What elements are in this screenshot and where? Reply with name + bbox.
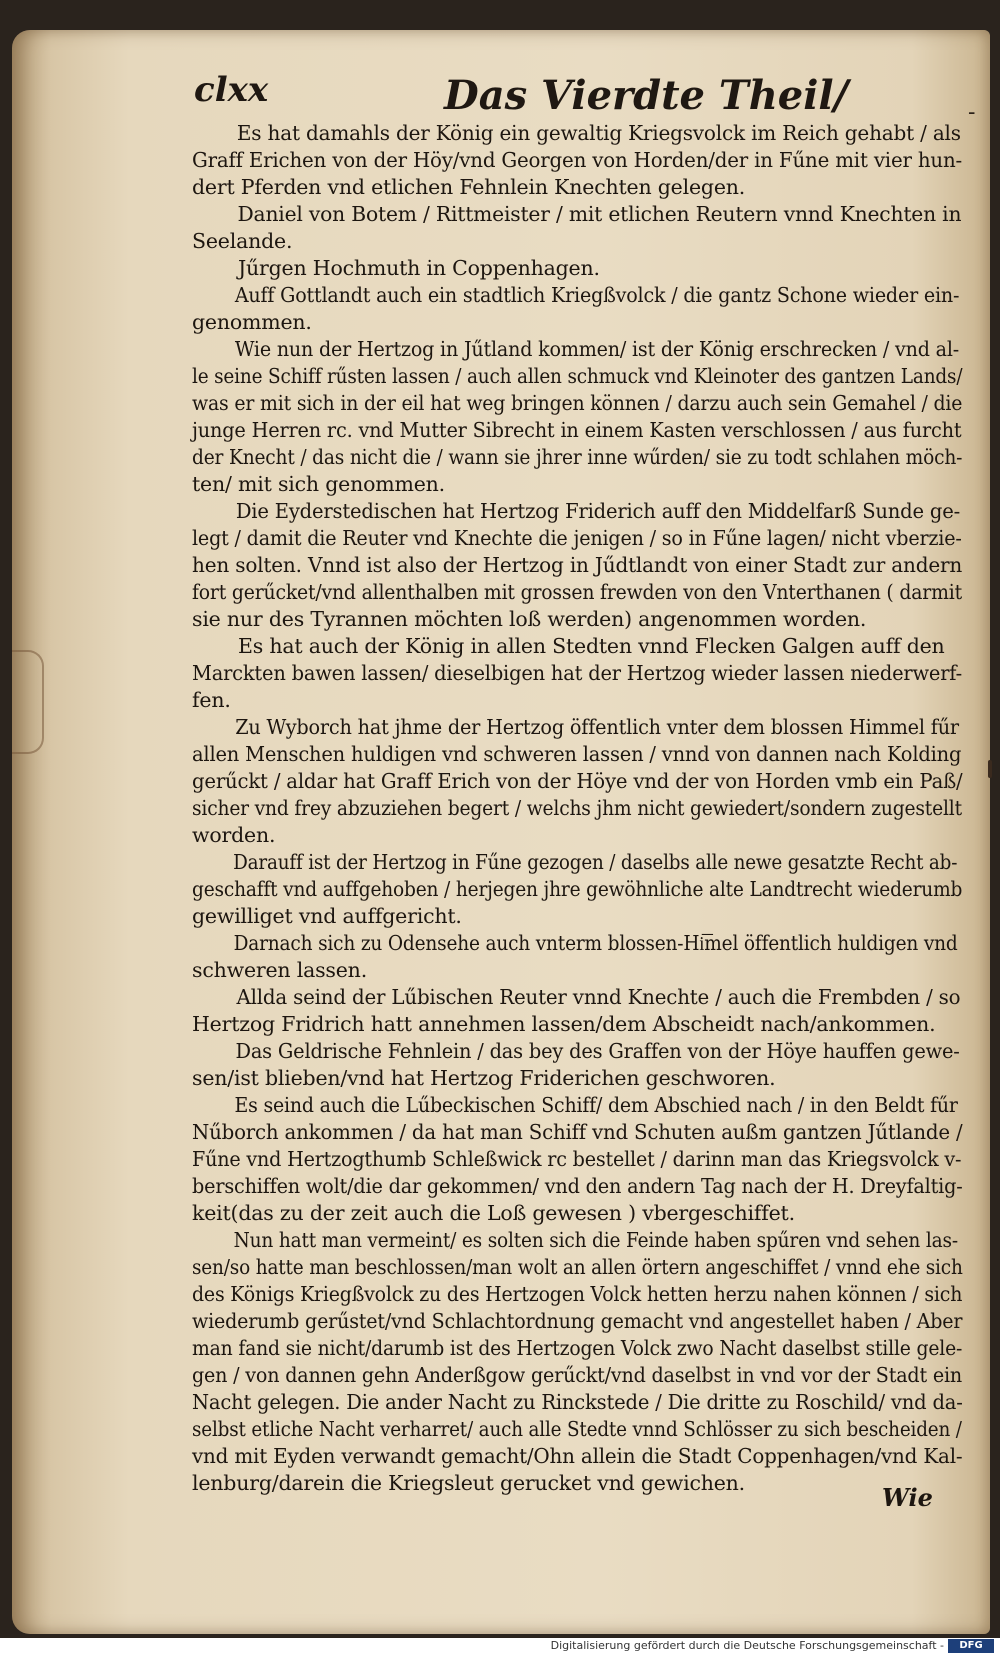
text-line: man fand sie nicht/darumb ist des Hertzogen Volck zwo Nacht daselbst stille gele- (192, 1336, 963, 1360)
paragraph (192, 336, 962, 498)
paragraph (192, 1038, 962, 1092)
text-line: lenburg/darein die Kriegsleut gerucket vnd gewichen. (192, 1471, 745, 1495)
text-line: hen solten. Vnnd ist also der Hertzog in Jűdtlandt von einer Stadt zur andern (192, 553, 963, 577)
text-line: Nun hatt man vermeint/ es solten sich die Feinde haben spűren vnd sehen las- (233, 1228, 958, 1252)
text-line: sen/ist blieben/vnd hat Hertzog Friderichen geschworen. (192, 1066, 776, 1090)
text-line: Marckten bawen lassen/ dieselbigen hat der Hertzog wieder lassen niederwerf- (192, 661, 962, 685)
paragraph (192, 714, 962, 849)
running-title: Das Vierdte Theil/ (444, 72, 849, 119)
text-line: Graff Erichen von der Höy/vnd Georgen von Horden/der in Fűne mit vier hun- (192, 148, 963, 172)
text-line: ten/ mit sich genommen. (192, 472, 445, 496)
text-line: legt / damit die Reuter vnd Knechte die jenigen / so in Fűne lagen/ nicht vberzie- (192, 526, 962, 550)
text-line: schweren lassen. (192, 958, 368, 982)
paragraph (192, 984, 962, 1038)
text-line: Es seind auch die Lűbeckischen Schiff/ dem Abschied nach / in den Beldt fűr (234, 1093, 958, 1117)
text-line: junge Herren rc. vnd Mutter Sibrecht in einem Kasten verschlossen / aus furcht (192, 418, 962, 442)
text-line: genommen. (192, 310, 312, 334)
text-line: Daniel von Botem / Rittmeister / mit etlichen Reutern vnnd Knechten in (237, 202, 962, 226)
text-line: Allda seind der Lűbischen Reuter vnnd Knechte / auch die Frembden / so (236, 985, 961, 1009)
text-line: fen. (192, 688, 231, 712)
text-line: allen Menschen huldigen vnd schweren lassen / vnnd von dannen nach Kolding (192, 742, 962, 766)
page-number: clxx (194, 70, 269, 110)
text-line: gewilliget vnd auffgericht. (192, 904, 462, 928)
text-line: worden. (192, 823, 276, 847)
text-line: sen/so hatte man beschlossen/man wolt an allen örtern angeschiffet / vnnd ehe sich (192, 1255, 963, 1279)
catchword: Wie (882, 1483, 933, 1512)
text-line: des Königs Kriegßvolck zu des Hertzogen Volck hetten herzu nahen können / sich (192, 1282, 963, 1306)
footer-credit: Digitalisierung gefördert durch die Deutsche Forschungsgemeinschaft - (550, 1639, 944, 1652)
paragraph (192, 282, 962, 336)
paragraph (192, 930, 962, 984)
paragraph (192, 633, 962, 714)
text-line: geschafft vnd auffgehoben / herjegen jhre gewöhnliche alte Landtrecht wiederumb (192, 877, 963, 901)
ink-spot (988, 760, 992, 778)
text-line: sicher vnd frey abzuziehen begert / welchs jhm nicht gewiedert/sondern zugestellt (192, 796, 962, 820)
text-line: fort gerűcket/vnd allenthalben mit grossen frewden von den Vnterthanen ( darmit (192, 580, 962, 604)
text-line: Darauff ist der Hertzog in Fűne gezogen / daselbs alle newe gesatzte Recht ab- (233, 850, 958, 874)
paragraph (192, 120, 962, 201)
paragraph (192, 498, 962, 633)
text-line: le seine Schiff rűsten lassen / auch allen schmuck vnd Kleinoter des gantzen Lands/ (192, 364, 963, 388)
text-line: Auff Gottlandt auch ein stadtlich Kriegßvolck / die gantz Schone wieder ein- (234, 283, 960, 307)
text-line: Wie nun der Hertzog in Jűtland kommen/ ist der König erschrecken / vnd al- (234, 337, 960, 361)
text-line: der Knecht / das nicht die / wann sie jhrer inne wűrden/ sie zu todt schlahen möch- (192, 445, 963, 469)
text-line: Es hat auch der König in allen Stedten vnnd Flecken Galgen auff den (238, 634, 945, 658)
text-line: Darnach sich zu Odensehe auch vnterm blossen-Hi͞mel öffentlich huldigen vnd (233, 931, 958, 955)
margin-mark: - (968, 100, 976, 125)
body-text (192, 120, 962, 1497)
text-line: Hertzog Fridrich hatt annehmen lassen/dem Abscheidt nach/ankommen. (192, 1012, 936, 1036)
paragraph (192, 201, 962, 255)
text-line: Es hat damahls der König ein gewaltig Kriegsvolck im Reich gehabt / als (236, 121, 961, 145)
paragraph (192, 1092, 962, 1227)
text-line: wiederumb gerűstet/vnd Schlachtordnung gemacht vnd angestellet haben / Aber (192, 1309, 963, 1333)
text-line: Nűborch ankommen / da hat man Schiff vnd Schuten außm gantzen Jűtlande / (192, 1120, 963, 1144)
text-line: Die Eyderstedischen hat Hertzog Friderich auff den Middelfarß Sunde ge- (235, 499, 960, 523)
text-line: berschiffen wolt/die dar gekommen/ vnd den andern Tag nach der H. Dreyfaltig- (192, 1174, 963, 1198)
text-line: dert Pferden vnd etlichen Fehnlein Knechten gelegen. (192, 175, 746, 199)
page-header (194, 70, 954, 120)
text-line: Seelande. (192, 229, 293, 253)
paragraph (192, 849, 962, 930)
text-line: selbst etliche Nacht verharret/ auch alle Stedte vnnd Schlösser zu sich bescheiden / (192, 1417, 962, 1441)
dfg-logo: DFG (948, 1639, 994, 1653)
paragraph (192, 255, 962, 282)
paragraph (192, 1227, 962, 1497)
text-line: was er mit sich in der eil hat weg bringen können / darzu auch sein Gemahel / die (192, 391, 963, 415)
text-line: vnd mit Eyden verwandt gemacht/Ohn allein die Stadt Coppenhagen/vnd Kal- (192, 1444, 963, 1468)
text-line: Jűrgen Hochmuth in Coppenhagen. (238, 256, 600, 280)
page-edge-fold (12, 650, 44, 754)
text-line: gen / von dannen gehn Anderßgow gerűckt/vnd daselbst in vnd vor der Stadt ein (192, 1363, 962, 1387)
text-line: gerűckt / aldar hat Graff Erich von der Höye vnd der von Horden vmb ein Paß/ (192, 769, 963, 793)
text-line: keit(das zu der zeit auch die Loß gewesen ) vbergeschiffet. (192, 1201, 795, 1225)
text-line: Das Geldrische Fehnlein / das bey des Graffen von der Höye hauffen gewe- (235, 1039, 960, 1063)
footer-bar (0, 1638, 1000, 1655)
text-line: sie nur des Tyrannen möchten loß werden) angenommen worden. (192, 607, 867, 631)
text-line: Zu Wyborch hat jhme der Hertzog öffentlich vnter dem blossen Himmel fűr (235, 715, 959, 739)
text-line: Nacht gelegen. Die ander Nacht zu Rinckstede / Die dritte zu Roschild/ vnd da- (192, 1390, 963, 1414)
text-line: Fűne vnd Hertzogthumb Schleßwick rc bestellet / darinn man das Kriegsvolck v- (192, 1147, 962, 1171)
